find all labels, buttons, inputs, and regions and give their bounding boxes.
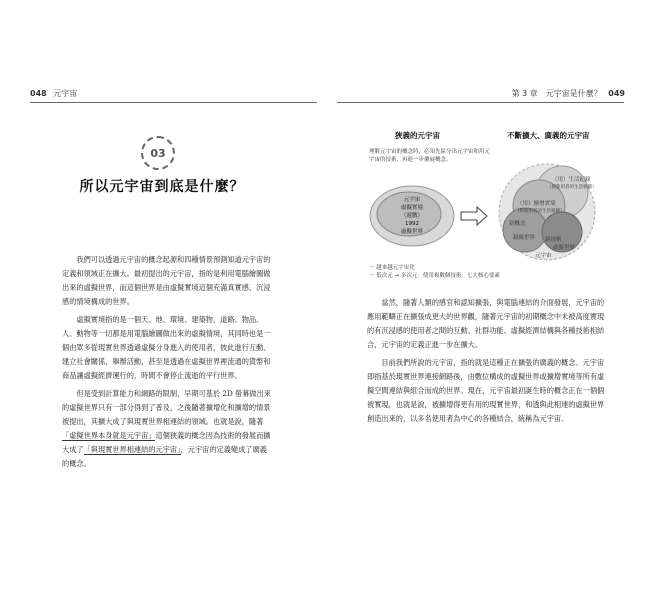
left-header-rule bbox=[30, 102, 317, 103]
label: 元宇宙 bbox=[403, 197, 421, 203]
left-book-title: 元宇宙 bbox=[53, 89, 78, 98]
narrow-circle-labels bbox=[387, 196, 437, 236]
book-spread bbox=[22, 88, 633, 518]
diagram-top-note: 理解元宇宙的概念時，必須先區分出元宇宙和用元宇宙的技術，再進一步擴展概念。 bbox=[369, 149, 491, 163]
diagram-bottom-note-1: － 越來越元宇宙化 bbox=[369, 265, 415, 271]
diagram-bottom-note-2: － 低次元 → 多次元：使用複數個技術：七大核心要素 bbox=[369, 273, 500, 279]
paragraph bbox=[62, 387, 272, 471]
metaverse-label: 元宇宙 bbox=[535, 253, 552, 259]
virtual-world-label: 虛擬世界 bbox=[553, 245, 576, 251]
left-running-head bbox=[30, 88, 77, 99]
new-tech-label: 新技術 bbox=[545, 237, 562, 243]
arrow-right-icon bbox=[461, 207, 487, 225]
section-title: 所以元宇宙到底是什麼？ bbox=[79, 179, 245, 195]
right-page-number: 049 bbox=[608, 89, 625, 98]
right-running-head bbox=[512, 88, 625, 99]
underlined-phrase: 「虛擬世界本身就是元宇宙」 bbox=[62, 431, 156, 440]
label: 1992 bbox=[405, 221, 419, 227]
ar-sub-label: （與使用者的生活相關） bbox=[515, 209, 565, 214]
paragraph: 目前我們所說的元宇宙，指的就是這種正在擴張的廣義的概念。元宇宙即指基於現實世界連接網路後，由數位構成的虛擬世界或擴增實境等所有虛擬空間連結與組合而成的世界。現在，元宇宙最初誕生時的概念正在一個個被實現，也就是說，被擴增得更有用的現實世界，和透與此相連的虛擬世界創造出來的，以多名使用者為中心的各種結合，統稱為元宇宙。 bbox=[367, 358, 605, 423]
lifelog-sub-label: （與使用者的生活相關） bbox=[547, 185, 597, 190]
lifelog-label: （用）生活紀錄 bbox=[552, 177, 591, 183]
right-body-text bbox=[367, 296, 607, 430]
paragraph-text: ，元宇宙的定義變成了廣義的概念。 bbox=[62, 445, 267, 468]
paragraph-text: 這個狹義的概念因為技術的發展而擴大成了 bbox=[62, 431, 271, 454]
section-number-badge: 03 bbox=[141, 136, 175, 170]
left-page-number: 048 bbox=[30, 89, 47, 98]
paragraph: 我們可以透過元宇宙的概念起源和四種情景預測知道元宇宙的定義和領域正在擴大。最初提出的元宇宙，指的是利用電腦繪圖做出來的虛擬世界，而這個世界是由虛擬實境這個充滿真實感、沉浸感的情境構成的世界。 bbox=[62, 255, 271, 306]
right-chapter-title: 第 3 章 元宇宙是什麼？ bbox=[511, 89, 602, 98]
label: （遊戲） bbox=[400, 213, 423, 219]
paragraph: 虛擬實境指的是一個天、地、環境、建築物、道路、物品、人、動物等一切都是用電腦繪圖做出來的虛擬情境，其同時也是一個由眾多從現實世界透過虛擬分身進入的使用者，彼此進行互動、建立社會關係、舉辦活動，甚至是透過在虛擬世界裡流通的貨幣和商品讓虛擬經濟運行的，時間不會停止流逝的平行世界。 bbox=[62, 315, 271, 380]
underlined-phrase: 「與現實世界相連結的元宇宙」 bbox=[83, 445, 181, 454]
paragraph: 當然，隨著人類的感官和認知擴張，與電腦連結的介面發展，元宇宙的應用範疇正在擴張成更大的世界觀，隨著元宇宙的初期概念中未被高度實現的有沉浸感的使用者之間的互動、社群功能、虛擬經濟結構與各種技術相結合，元宇宙的定義正進一步在擴大。 bbox=[367, 298, 605, 349]
ar-label: （用）擴增實境 bbox=[517, 201, 556, 207]
diagram-right-title: 不斷擴大、廣義的元宇宙 bbox=[507, 131, 590, 140]
label: 虛擬實境 bbox=[400, 205, 423, 211]
diagram-left-title: 狹義的元宇宙 bbox=[395, 131, 440, 140]
right-header-rule bbox=[337, 102, 624, 103]
metaverse-diagram bbox=[357, 130, 607, 290]
new-concept-label: 新概念 bbox=[509, 221, 526, 227]
label: 虛擬世界 bbox=[400, 229, 423, 235]
paragraph-text: 但是受到計算能力和網路的限制，早期可基於 2D 螢幕做出來的虛擬世界只有一部分得到了普及，之後隨著擴增化和擴增的情景被提出，其擴大成了與現實世界相連結的領域。也就是說，隨著 bbox=[62, 389, 271, 426]
left-body-text bbox=[62, 253, 272, 475]
mirror-label: 鏡像世界 bbox=[513, 235, 536, 241]
